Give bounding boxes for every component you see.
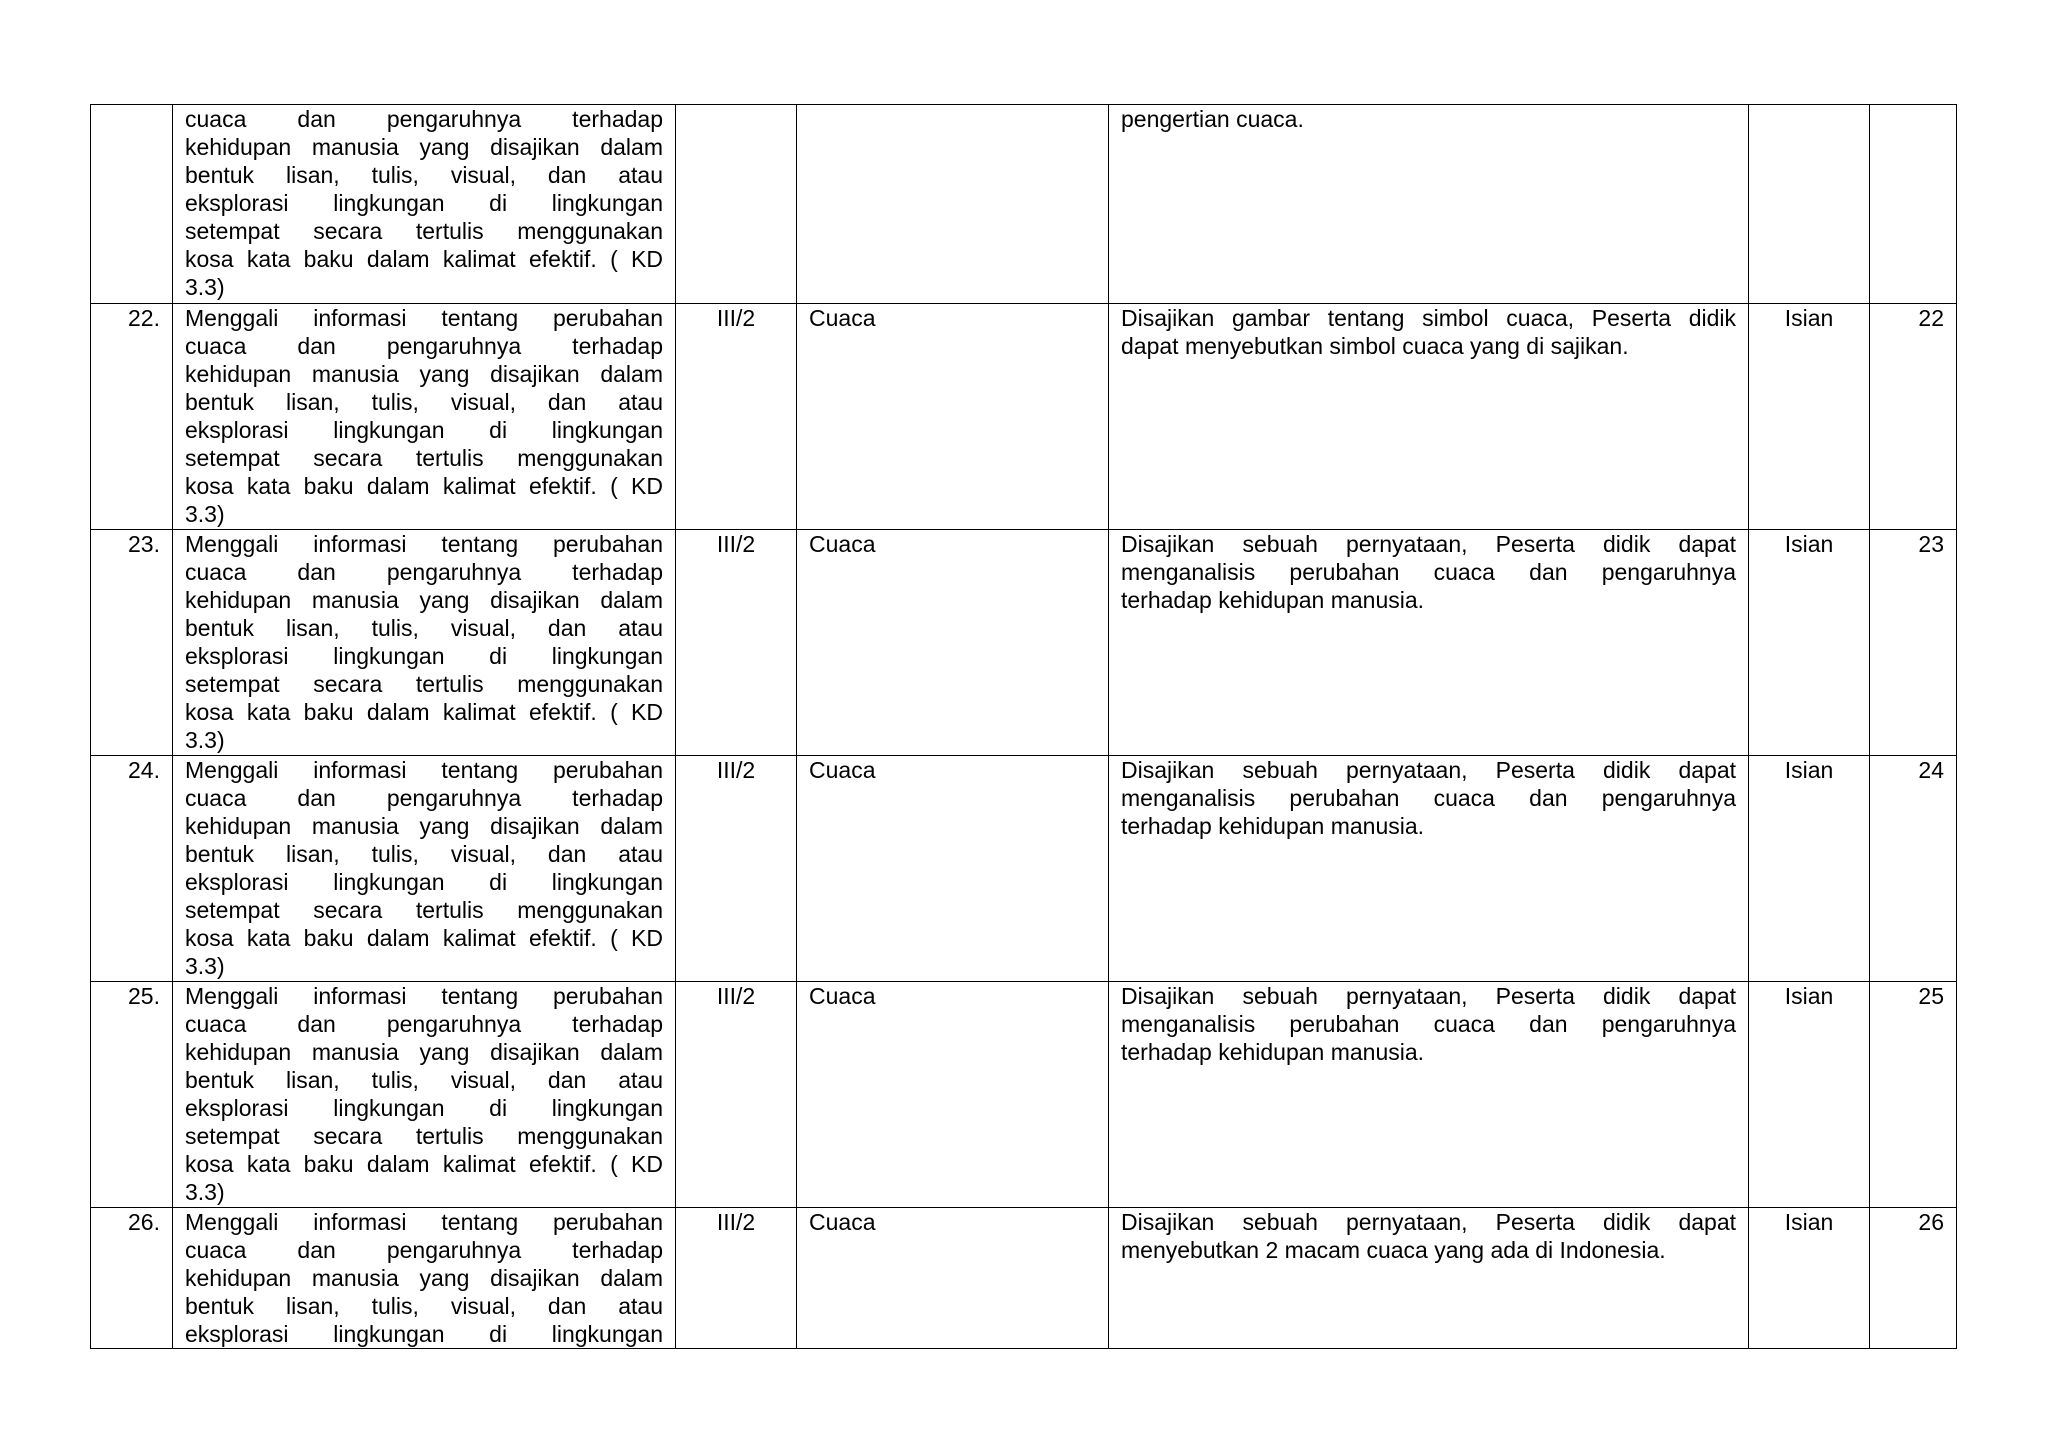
table-row [91,105,1957,304]
table-row [91,982,1957,1208]
cell-materi [797,105,1109,304]
cell-kompetensi-dasar [173,756,676,982]
kd-line: kosa kata baku dalam kalimat efektif. ( KD [185,699,663,725]
kd-line: kehidupan manusia yang disajikan dalam [185,587,663,613]
cell-kelas-semester: III/2 [676,982,797,1208]
kd-line: kosa kata baku dalam kalimat efektif. ( KD [185,925,663,951]
kd-line: setempat secara tertulis menggunakan [185,897,663,923]
kd-line: bentuk lisan, tulis, visual, dan atau [185,615,663,641]
kd-line: kosa kata baku dalam kalimat efektif. ( KD [185,246,663,272]
cell-bentuk-soal: Isian [1749,1208,1870,1349]
cell-bentuk-soal: Isian [1749,756,1870,982]
cell-no-soal: 23 [1870,530,1957,756]
cell-materi: Cuaca [797,982,1109,1208]
kd-line: eksplorasi lingkungan di lingkungan [185,1321,663,1347]
table-row [91,530,1957,756]
indikator-line: menganalisis perubahan cuaca dan pengaruhnya [1121,1011,1736,1037]
kd-line: eksplorasi lingkungan di lingkungan [185,417,663,443]
cell-kelas-semester: III/2 [676,530,797,756]
indikator-line: menganalisis perubahan cuaca dan pengaruhnya [1121,785,1736,811]
kd-line: eksplorasi lingkungan di lingkungan [185,190,663,216]
indikator-line: menganalisis perubahan cuaca dan pengaruhnya [1121,559,1736,585]
cell-no: 25. [91,982,173,1208]
kd-line: bentuk lisan, tulis, visual, dan atau [185,1067,663,1093]
table-body [91,105,1957,1349]
cell-indikator [1109,1208,1749,1349]
kd-line: kehidupan manusia yang disajikan dalam [185,361,663,387]
kd-line: Menggali informasi tentang perubahan [185,531,663,557]
cell-no: 26. [91,1208,173,1349]
kd-line: cuaca dan pengaruhnya terhadap [185,333,663,359]
kd-line: 3.3) [185,727,225,753]
kd-line: kehidupan manusia yang disajikan dalam [185,1039,663,1065]
kd-line: cuaca dan pengaruhnya terhadap [185,559,663,585]
kd-line: bentuk lisan, tulis, visual, dan atau [185,389,663,415]
indikator-line: terhadap kehidupan manusia. [1121,587,1425,613]
cell-kelas-semester [676,105,797,304]
kisi-kisi-table [90,104,1957,1349]
kd-line: 3.3) [185,274,225,300]
cell-bentuk-soal: Isian [1749,982,1870,1208]
cell-indikator [1109,530,1749,756]
cell-kelas-semester: III/2 [676,304,797,530]
kd-line: eksplorasi lingkungan di lingkungan [185,869,663,895]
cell-no-soal: 25 [1870,982,1957,1208]
cell-materi: Cuaca [797,530,1109,756]
kd-line: 3.3) [185,953,225,979]
cell-bentuk-soal: Isian [1749,304,1870,530]
cell-indikator [1109,304,1749,530]
cell-indikator [1109,105,1749,304]
kd-line: kehidupan manusia yang disajikan dalam [185,1265,663,1291]
kd-line: Menggali informasi tentang perubahan [185,757,663,783]
cell-indikator [1109,756,1749,982]
kd-line: cuaca dan pengaruhnya terhadap [185,1237,663,1263]
kd-line: kosa kata baku dalam kalimat efektif. ( KD [185,473,663,499]
kd-line: bentuk lisan, tulis, visual, dan atau [185,841,663,867]
indikator-line: Disajikan sebuah pernyataan, Peserta didik dapat [1121,983,1736,1009]
kd-line: setempat secara tertulis menggunakan [185,1123,663,1149]
kd-line: kosa kata baku dalam kalimat efektif. ( KD [185,1151,663,1177]
cell-no: 23. [91,530,173,756]
indikator-line: Disajikan sebuah pernyataan, Peserta didik dapat [1121,531,1736,557]
cell-kelas-semester: III/2 [676,1208,797,1349]
kd-line: eksplorasi lingkungan di lingkungan [185,643,663,669]
cell-no: 24. [91,756,173,982]
kd-line: Menggali informasi tentang perubahan [185,1209,663,1235]
kd-line: eksplorasi lingkungan di lingkungan [185,1095,663,1121]
indikator-line: menyebutkan 2 macam cuaca yang ada di Indonesia. [1121,1237,1666,1263]
kd-line: setempat secara tertulis menggunakan [185,218,663,244]
cell-no [91,105,173,304]
indikator-line: dapat menyebutkan simbol cuaca yang di sajikan. [1121,333,1629,359]
cell-materi: Cuaca [797,304,1109,530]
kd-line: kehidupan manusia yang disajikan dalam [185,134,663,160]
cell-kompetensi-dasar [173,105,676,304]
kd-line: 3.3) [185,1179,225,1205]
indikator-line: pengertian cuaca. [1121,106,1304,132]
indikator-line: terhadap kehidupan manusia. [1121,813,1425,839]
cell-no: 22. [91,304,173,530]
cell-kelas-semester: III/2 [676,756,797,982]
kd-line: cuaca dan pengaruhnya terhadap [185,785,663,811]
kd-line: kehidupan manusia yang disajikan dalam [185,813,663,839]
kd-line: bentuk lisan, tulis, visual, dan atau [185,1293,663,1319]
table-row [91,756,1957,982]
kd-line: 3.3) [185,501,225,527]
cell-kompetensi-dasar [173,530,676,756]
kd-line: Menggali informasi tentang perubahan [185,983,663,1009]
kd-line: cuaca dan pengaruhnya terhadap [185,106,663,132]
cell-bentuk-soal: Isian [1749,530,1870,756]
table-row [91,304,1957,530]
kd-line: cuaca dan pengaruhnya terhadap [185,1011,663,1037]
cell-no-soal [1870,105,1957,304]
cell-indikator [1109,982,1749,1208]
indikator-line: Disajikan gambar tentang simbol cuaca, Peserta didik [1121,305,1736,331]
cell-materi: Cuaca [797,756,1109,982]
indikator-line: Disajikan sebuah pernyataan, Peserta didik dapat [1121,757,1736,783]
cell-materi: Cuaca [797,1208,1109,1349]
indikator-line: Disajikan sebuah pernyataan, Peserta didik dapat [1121,1209,1736,1235]
kd-line: bentuk lisan, tulis, visual, dan atau [185,162,663,188]
cell-no-soal: 26 [1870,1208,1957,1349]
table-row [91,1208,1957,1349]
cell-bentuk-soal [1749,105,1870,304]
kd-line: Menggali informasi tentang perubahan [185,305,663,331]
cell-no-soal: 22 [1870,304,1957,530]
indikator-line: terhadap kehidupan manusia. [1121,1039,1425,1065]
cell-kompetensi-dasar [173,304,676,530]
kd-line: setempat secara tertulis menggunakan [185,445,663,471]
cell-kompetensi-dasar [173,1208,676,1349]
cell-no-soal: 24 [1870,756,1957,982]
cell-kompetensi-dasar [173,982,676,1208]
kd-line: setempat secara tertulis menggunakan [185,671,663,697]
